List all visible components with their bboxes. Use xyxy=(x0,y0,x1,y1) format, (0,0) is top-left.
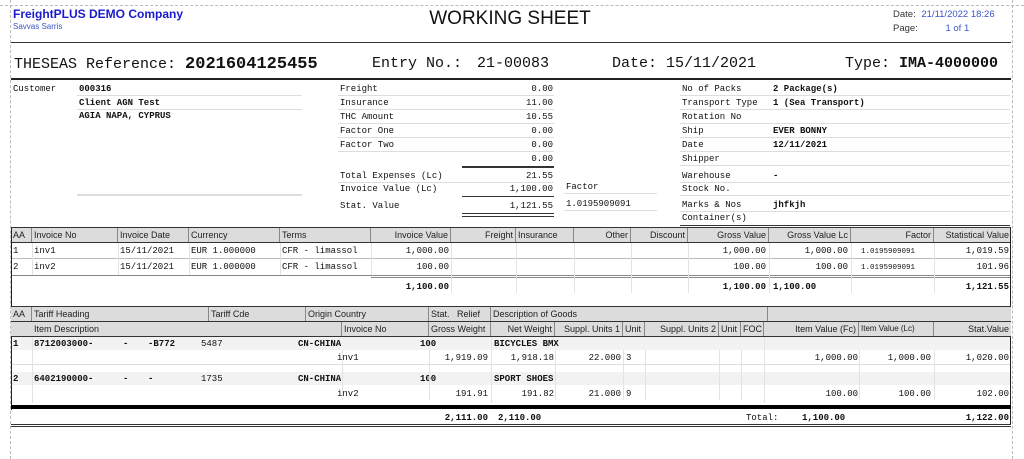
reference-divider xyxy=(11,78,1011,80)
item-stat: 100 xyxy=(420,339,437,349)
shipment-label-shipper: Shipper xyxy=(682,154,720,164)
total-stat-value: 1,122.00 xyxy=(965,413,1009,423)
page-top-margin xyxy=(0,5,1024,6)
invoice-statistical-value: 101.96 xyxy=(976,262,1009,272)
invoice-terms: CFR - limassol xyxy=(282,246,358,256)
invoice-no: inv2 xyxy=(34,262,56,272)
expense-value-freight: 0.00 xyxy=(531,84,553,94)
col-item-value-lc: Item Value (Lc) xyxy=(859,322,934,336)
customer-code: 000316 xyxy=(79,84,112,94)
shipment-value-warehouse: - xyxy=(773,171,779,181)
entry-date xyxy=(612,55,756,72)
col-terms: Terms xyxy=(280,228,371,242)
invoice-date: 15/11/2021 xyxy=(120,262,175,272)
invoice-value-label: Invoice Value (Lc) xyxy=(340,184,438,194)
col-unit-2: Unit xyxy=(719,322,741,336)
expense-label-factor-two: Factor Two xyxy=(340,140,395,150)
item-suppl-units-1: 22.000 xyxy=(588,353,621,363)
item-gross-weight: 191.91 xyxy=(455,389,488,399)
col-gross-value-lc: Gross Value Lc xyxy=(769,228,851,242)
shipment-label-stock: Stock No. xyxy=(682,184,731,194)
item-tariff-cde: 1735 xyxy=(201,374,223,384)
item-stat-value: 1,020.00 xyxy=(965,353,1009,363)
user-name: Savvas Sarris xyxy=(13,22,63,31)
entry-date-label: Date: xyxy=(612,55,658,72)
page-right-margin xyxy=(1012,0,1013,459)
items-header-row2 xyxy=(11,322,1011,336)
invoice-no: inv1 xyxy=(34,246,56,256)
item-gross-weight: 1,919.09 xyxy=(444,353,488,363)
col-freight: Freight xyxy=(451,228,516,242)
item-value-lc: 100.00 xyxy=(898,389,931,399)
total-expenses-value: 21.55 xyxy=(525,171,553,181)
col-gross-value: Gross Value xyxy=(688,228,769,242)
page-label: Page: xyxy=(893,23,918,34)
stat-value: 1,121.55 xyxy=(509,201,553,211)
invoice-gross-value: 100.00 xyxy=(733,262,766,272)
col-stat: Stat. xyxy=(431,309,450,319)
item-unit-1: 3 xyxy=(626,353,632,363)
item-origin: CN-CHINA xyxy=(298,339,342,349)
expense-label-thc: THC Amount xyxy=(340,112,395,122)
item-unit-1: 9 xyxy=(626,389,632,399)
col-origin-country: Origin Country xyxy=(306,307,429,321)
col-currency: Currency xyxy=(189,228,280,242)
total-invoice-value: 1,100.00 xyxy=(405,282,449,292)
reference-label: THESEAS Reference: xyxy=(14,56,177,73)
invoice-value-lc: 1,100.00 xyxy=(509,184,553,194)
customer-label: Customer xyxy=(13,84,57,94)
col-aa: AA xyxy=(11,228,32,242)
total-statistical-value: 1,121.55 xyxy=(965,282,1009,292)
total-gross-weight: 2,111.00 xyxy=(444,413,488,423)
invoice-value: 1,000.00 xyxy=(405,246,449,256)
shipment-value-transport: 1 (Sea Transport) xyxy=(773,98,865,108)
col-insurance: Insurance xyxy=(516,228,574,242)
entry-date-value: 15/11/2021 xyxy=(666,55,757,72)
print-date-value: 21/11/2022 18:26 xyxy=(921,9,995,20)
invoice-factor: 1.0195909091 xyxy=(861,264,916,272)
total-net-weight: 2,110.00 xyxy=(498,413,542,423)
expense-value-thc: 10.55 xyxy=(525,112,553,122)
shipment-value-packs: 2 Package(s) xyxy=(773,84,838,94)
invoice-aa: 2 xyxy=(13,262,19,272)
invoice-gross-value: 1,000.00 xyxy=(722,246,766,256)
total-gross-value: 1,100.00 xyxy=(722,282,766,292)
invoice-currency: EUR 1.000000 xyxy=(191,246,256,256)
item-description: BICYCLES BMX xyxy=(494,339,559,349)
col-invoice-no: Invoice No xyxy=(32,228,118,242)
invoice-factor: 1.0195909091 xyxy=(861,248,916,256)
entry-value: 21-00083 xyxy=(477,55,550,72)
shipment-label-packs: No of Packs xyxy=(682,84,742,94)
col-invoice-value: Invoice Value xyxy=(371,228,451,242)
col-gross-weight: Gross Weight xyxy=(429,322,491,336)
reference-value: 2021604125455 xyxy=(185,55,318,74)
type-value: IMA-4000000 xyxy=(899,55,999,72)
col-unit-1: Unit xyxy=(623,322,645,336)
total-item-value-fc: 1,100.00 xyxy=(802,413,846,423)
item-aa: 2 xyxy=(13,374,19,384)
invoice-currency: EUR 1.000000 xyxy=(191,262,256,272)
customer-name: Client AGN Test xyxy=(79,98,161,108)
shipment-label-marks: Marks & Nos xyxy=(682,200,742,210)
item-stat-value: 102.00 xyxy=(976,389,1009,399)
header-divider xyxy=(11,42,1011,43)
entry-label: Entry No.: xyxy=(372,55,463,72)
col-net-weight: Net Weight xyxy=(491,322,555,336)
expense-value-insurance: 11.00 xyxy=(525,98,553,108)
total-gross-value-lc: 1,100.00 xyxy=(773,282,817,292)
page-value: 1 of 1 xyxy=(945,23,970,34)
item-tariff-part3: -B772 xyxy=(148,339,176,349)
col-aa: AA xyxy=(11,307,32,321)
col-invoice-date: Invoice Date xyxy=(118,228,189,242)
col-relief: Relief xyxy=(455,307,491,321)
item-aa: 1 xyxy=(13,339,19,349)
col-factor: Factor xyxy=(851,228,934,242)
expense-label-freight: Freight xyxy=(340,84,378,94)
item-value-lc: 1,000.00 xyxy=(887,353,931,363)
col-item-value-fc: Item Value (Fc) xyxy=(764,322,859,336)
col-tariff-heading: Tariff Heading xyxy=(32,307,209,321)
item-stat: 100 xyxy=(420,374,437,384)
item-origin: CN-CHINA xyxy=(298,374,342,384)
factor-label: Factor xyxy=(566,182,599,192)
col-suppl-units-2: Suppl. Units 2 xyxy=(645,322,719,336)
shipment-label-transport: Transport Type xyxy=(682,98,758,108)
col-invoice-no: Invoice No xyxy=(342,322,429,336)
type-label: Type: xyxy=(845,55,891,72)
shipment-label-rotation: Rotation No xyxy=(682,112,742,122)
col-tariff-cde: Tariff Cde xyxy=(209,307,306,321)
factor-value: 1.0195909091 xyxy=(566,199,631,209)
invoice-date: 15/11/2021 xyxy=(120,246,175,256)
item-tariff-part2: - xyxy=(123,374,129,384)
items-header-row1 xyxy=(11,307,1011,321)
col-foc: FOC xyxy=(743,324,762,334)
expense-value-other: 0.00 xyxy=(531,154,553,164)
shipment-label-warehouse: Warehouse xyxy=(682,171,731,181)
col-statistical-value: Statistical Value xyxy=(945,230,1009,240)
item-suppl-units-1: 21.000 xyxy=(588,389,621,399)
invoice-value: 100.00 xyxy=(416,262,449,272)
invoices-header xyxy=(11,228,1011,242)
item-tariff-part3: - xyxy=(148,374,154,384)
invoice-gross-value-lc: 1,000.00 xyxy=(804,246,848,256)
total-label: Total: xyxy=(746,413,779,423)
total-expenses-label: Total Expenses (Lc) xyxy=(340,171,443,181)
item-tariff-heading: 6402190000- xyxy=(34,374,94,384)
company-name: FreightPLUS DEMO Company xyxy=(13,7,184,21)
page-title: WORKING SHEET xyxy=(429,8,591,29)
page-number xyxy=(893,23,969,34)
shipment-value-ship: EVER BONNY xyxy=(773,126,828,136)
item-net-weight: 191.82 xyxy=(521,389,554,399)
col-stat-value: Stat.Value xyxy=(968,324,1009,334)
expense-label-insurance: Insurance xyxy=(340,98,389,108)
invoice-terms: CFR - limassol xyxy=(282,262,358,272)
shipment-label-date: Date xyxy=(682,140,704,150)
entry-number xyxy=(372,55,549,72)
shipment-label-containers: Container(s) xyxy=(682,213,747,223)
item-description: SPORT SHOES xyxy=(494,374,554,384)
item-tariff-part2: - xyxy=(123,339,129,349)
col-discount: Discount xyxy=(631,228,688,242)
shipment-value-date: 12/11/2021 xyxy=(773,140,828,150)
expense-value-factor-one: 0.00 xyxy=(531,126,553,136)
stat-value-label: Stat. Value xyxy=(340,201,400,211)
shipment-label-ship: Ship xyxy=(682,126,704,136)
expense-label-factor-one: Factor One xyxy=(340,126,395,136)
col-other: Other xyxy=(574,228,631,242)
item-invoice-no: inv2 xyxy=(337,389,359,399)
theseas-reference xyxy=(14,55,318,74)
shipment-value-marks: jhfkjh xyxy=(773,200,806,210)
invoice-statistical-value: 1,019.59 xyxy=(965,246,1009,256)
entry-type xyxy=(845,55,998,72)
item-tariff-heading: 8712003000- xyxy=(34,339,94,349)
invoice-gross-value-lc: 100.00 xyxy=(815,262,848,272)
customer-address: AGIA NAPA, CYPRUS xyxy=(79,111,171,121)
col-description-of-goods: Description of Goods xyxy=(491,307,768,321)
expense-value-factor-two: 0.00 xyxy=(531,140,553,150)
item-tariff-cde: 5487 xyxy=(201,339,223,349)
item-invoice-no: inv1 xyxy=(337,353,359,363)
item-value-fc: 1,000.00 xyxy=(814,353,858,363)
col-suppl-units-1: Suppl. Units 1 xyxy=(555,322,623,336)
col-item-description: Item Description xyxy=(32,322,342,336)
item-net-weight: 1,918.18 xyxy=(510,353,554,363)
print-date xyxy=(893,9,995,20)
item-value-fc: 100.00 xyxy=(825,389,858,399)
print-date-label: Date: xyxy=(893,9,916,20)
invoice-aa: 1 xyxy=(13,246,19,256)
